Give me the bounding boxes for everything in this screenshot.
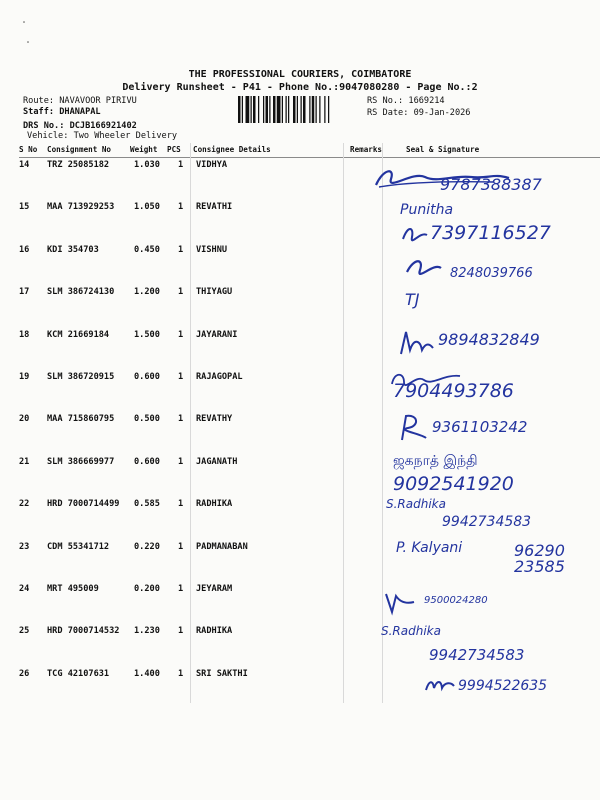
staff-text: Staff: DHANAPAL — [23, 107, 101, 117]
row-weight: 1.200 — [134, 287, 160, 297]
handwritten-phone-part: 96290 — [514, 541, 565, 560]
row-sno: 15 — [19, 202, 30, 212]
row-weight: 0.585 — [134, 499, 160, 509]
col-consignee: Consignee Details — [193, 145, 271, 154]
row-weight: 1.230 — [134, 626, 160, 636]
handwritten-phone-part: 23585 — [514, 557, 565, 576]
row-sno: 19 — [19, 372, 30, 382]
signature-scribble — [423, 676, 457, 696]
handwritten-phone: 9361103242 — [432, 418, 528, 436]
route-text: Route: NAVAVOOR PIRIVU — [23, 96, 137, 106]
row-weight: 0.500 — [134, 414, 160, 424]
row-consignee: PADMANABAN — [196, 542, 248, 552]
handwritten-name: S.Radhika — [381, 624, 441, 638]
col-consignment: Consignment No — [47, 145, 112, 154]
rs-date: RS Date: 09-Jan-2026 — [367, 108, 471, 118]
row-consignee: RADHIKA — [196, 626, 233, 636]
col-sno: S No — [19, 145, 38, 154]
row-sno: 25 — [19, 626, 30, 636]
row-sno: 21 — [19, 457, 30, 467]
handwritten-name: P. Kalyani — [396, 540, 463, 556]
table-row — [19, 542, 600, 585]
row-pcs: 1 — [178, 457, 184, 467]
row-weight: 0.600 — [134, 457, 160, 467]
row-consignment: MAA 713929253 — [47, 202, 115, 212]
handwritten-phone: 9500024280 — [424, 595, 488, 606]
row-weight: 0.200 — [134, 584, 160, 594]
scan-speck — [0, 0, 40, 60]
row-pcs: 1 — [178, 499, 184, 509]
drs-number: DRS No.: DCJB166921402 — [23, 121, 137, 131]
handwritten-phone: 9894832849 — [438, 330, 540, 349]
row-sno: 18 — [19, 330, 30, 340]
row-consignee: THIYAGU — [196, 287, 233, 297]
col-weight: Weight — [130, 145, 158, 154]
barcode — [238, 96, 364, 123]
row-consignment: MAA 715860795 — [47, 414, 115, 424]
row-consignee: VISHNU — [196, 245, 228, 255]
col-pcs: PCS — [167, 145, 181, 154]
handwritten-phone: 9994522635 — [458, 678, 548, 694]
row-consignment: SLM 386720915 — [47, 372, 115, 382]
row-weight: 1.500 — [134, 330, 160, 340]
vehicle-text: Vehicle: Two Wheeler Delivery — [27, 131, 178, 141]
row-consignment: TCG 42107631 — [47, 669, 110, 679]
row-consignee: JAYARANI — [196, 330, 238, 340]
row-consignee: VIDHYA — [196, 160, 228, 170]
row-pcs: 1 — [178, 542, 184, 552]
row-pcs: 1 — [178, 626, 184, 636]
handwritten-name: Punitha — [400, 202, 454, 218]
row-pcs: 1 — [178, 584, 184, 594]
row-consignment: TRZ 25085182 — [47, 160, 110, 170]
row-consignee: JAGANATH — [196, 457, 238, 467]
handwritten-phone: 9092541920 — [393, 473, 514, 495]
row-weight: 0.450 — [134, 245, 160, 255]
row-consignment: KDI 354703 — [47, 245, 99, 255]
company-title: THE PROFESSIONAL COURIERS, COIMBATORE — [188, 69, 412, 80]
row-pcs: 1 — [178, 287, 184, 297]
row-weight: 0.220 — [134, 542, 160, 552]
row-pcs: 1 — [178, 202, 184, 212]
row-sno: 14 — [19, 160, 30, 170]
row-pcs: 1 — [178, 245, 184, 255]
row-consignment: HRD 7000714532 — [47, 626, 120, 636]
handwritten-phone: 7397116527 — [430, 222, 551, 244]
handwritten-initials: TJ — [405, 290, 420, 309]
row-consignee: REVATHY — [196, 414, 233, 424]
table-row — [19, 584, 600, 627]
signature-scribble — [382, 588, 418, 616]
row-sno: 26 — [19, 669, 30, 679]
row-consignee: JEYARAM — [196, 584, 233, 594]
table-header — [19, 143, 600, 158]
row-consignment: SLM 386669977 — [47, 457, 115, 467]
handwritten-phone: 8248039766 — [450, 266, 533, 281]
handwritten-phone: 9787388387 — [440, 175, 542, 194]
col-remarks: Remarks — [350, 145, 383, 154]
row-pcs: 1 — [178, 372, 184, 382]
row-consignment: HRD 7000714499 — [47, 499, 120, 509]
col-seal-signature: Seal & Signature — [406, 145, 480, 154]
handwritten-name: ஜகநாத் இந்தி — [393, 453, 478, 469]
handwritten-phone: 9942734583 — [429, 646, 525, 664]
row-consignee: RADHIKA — [196, 499, 233, 509]
row-sno: 20 — [19, 414, 30, 424]
signature-scribble — [404, 256, 444, 278]
handwritten-name: S.Radhika — [386, 497, 446, 511]
signature-scribble — [396, 412, 430, 444]
handwritten-phone: 7904493786 — [393, 380, 514, 402]
signature-scribble — [400, 223, 430, 245]
row-consignee: RAJAGOPAL — [196, 372, 243, 382]
row-sno: 23 — [19, 542, 30, 552]
row-sno: 22 — [19, 499, 30, 509]
table-row — [19, 287, 600, 330]
row-pcs: 1 — [178, 414, 184, 424]
row-weight: 1.050 — [134, 202, 160, 212]
signature-scribble — [398, 328, 436, 358]
handwritten-phone: 9942734583 — [442, 514, 532, 530]
row-pcs: 1 — [178, 330, 184, 340]
row-consignee: SRI SAKTHI — [196, 669, 248, 679]
row-weight: 0.600 — [134, 372, 160, 382]
row-sno: 24 — [19, 584, 30, 594]
row-pcs: 1 — [178, 160, 184, 170]
runsheet-title: Delivery Runsheet - P41 - Phone No.:9047080280 - Page No.:2 — [122, 82, 478, 93]
row-pcs: 1 — [178, 669, 184, 679]
row-sno: 16 — [19, 245, 30, 255]
rs-number: RS No.: 1669214 — [367, 96, 445, 106]
row-consignment: SLM 386724130 — [47, 287, 115, 297]
row-weight: 1.400 — [134, 669, 160, 679]
row-consignee: REVATHI — [196, 202, 233, 212]
row-sno: 17 — [19, 287, 30, 297]
row-consignment: MRT 495009 — [47, 584, 99, 594]
row-weight: 1.030 — [134, 160, 160, 170]
row-consignment: CDM 55341712 — [47, 542, 110, 552]
row-consignment: KCM 21669184 — [47, 330, 110, 340]
